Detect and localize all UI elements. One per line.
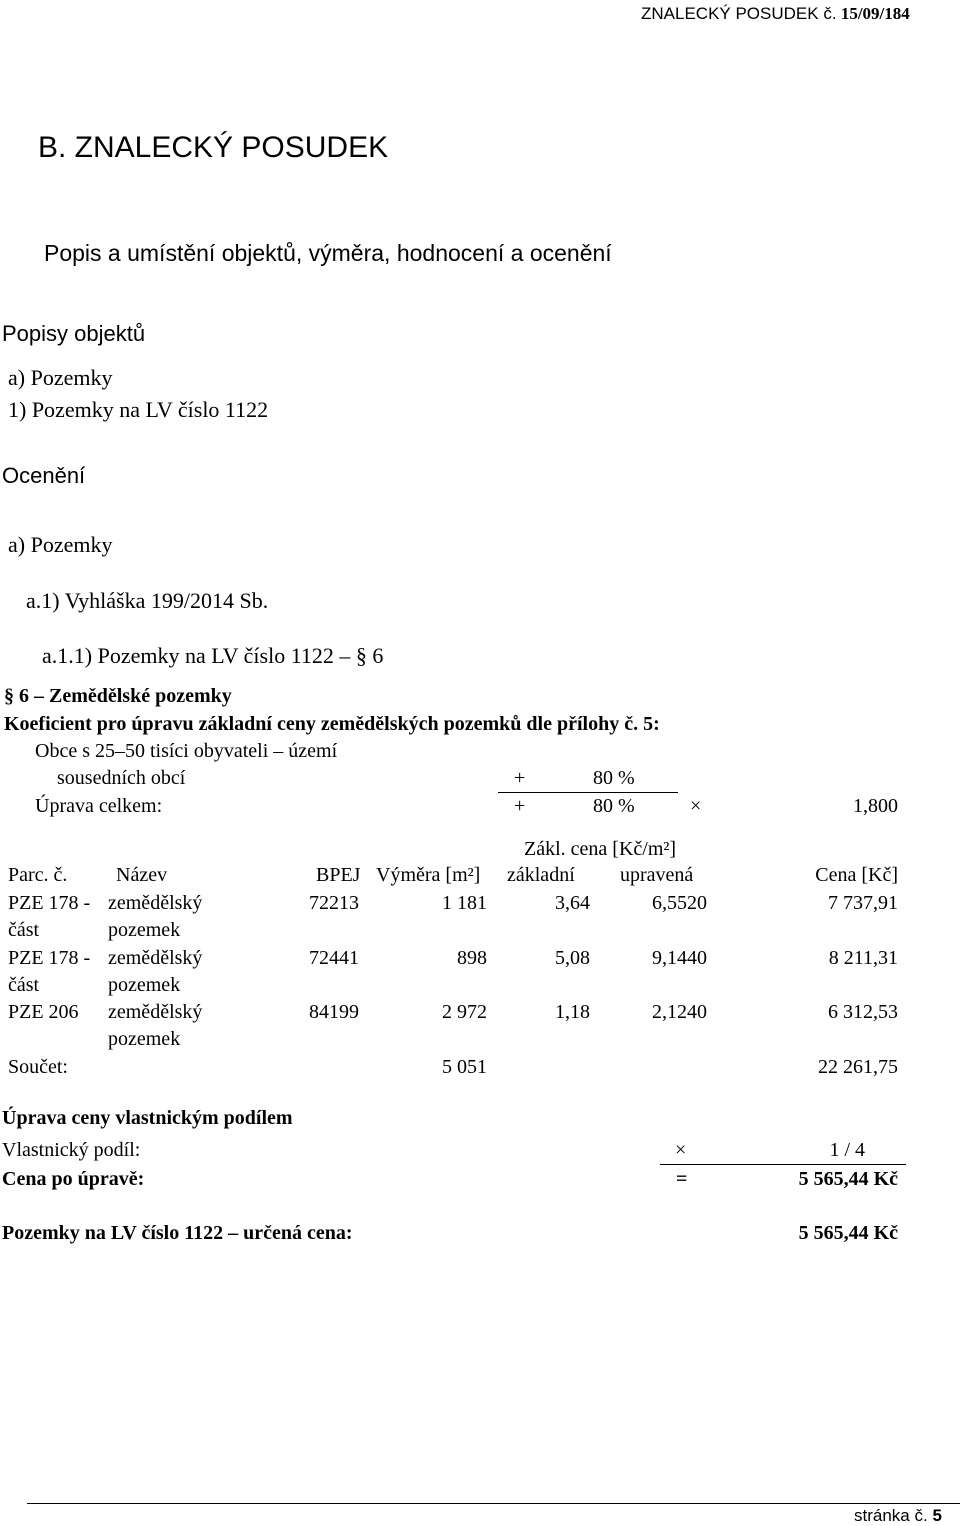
koef-row1-sign: + bbox=[514, 767, 526, 789]
table-row-2-nazev: zemědělský bbox=[108, 947, 203, 969]
table-sum-label: Součet: bbox=[8, 1056, 68, 1078]
col-header-cena: Cena [Kč] bbox=[815, 864, 898, 886]
koef-sum-rule bbox=[498, 792, 678, 793]
page-header bbox=[641, 4, 910, 24]
uprava-heading: Úprava ceny vlastnickým podílem bbox=[2, 1107, 293, 1129]
col-header-nazev: Název bbox=[116, 864, 168, 886]
table-row-3-vymera: 2 972 bbox=[442, 1001, 487, 1023]
header-doc-title: ZNALECKÝ POSUDEK č. bbox=[641, 4, 837, 23]
oceneni-heading: Ocenění bbox=[2, 463, 86, 488]
table-row-3-parc: PZE 206 bbox=[8, 1001, 79, 1023]
table-row-1-vymera: 1 181 bbox=[442, 892, 487, 914]
table-row-1-nazev-cont: pozemek bbox=[108, 919, 181, 941]
col-header-upravena: upravená bbox=[620, 864, 694, 886]
table-row-3-nazev: zemědělský bbox=[108, 1001, 203, 1023]
koef-coefficient: 1,800 bbox=[853, 795, 898, 817]
uprava-cena-label: Cena po úpravě: bbox=[2, 1168, 145, 1190]
table-row-1-nazev: zemědělský bbox=[108, 892, 203, 914]
table-row-2-zakladni: 5,08 bbox=[555, 947, 590, 969]
table-row-3-nazev-cont: pozemek bbox=[108, 1028, 181, 1050]
table-row-3-cena: 6 312,53 bbox=[828, 1001, 898, 1023]
section-title: B. ZNALECKÝ POSUDEK bbox=[38, 131, 389, 164]
uprava-podil-value: 1 / 4 bbox=[829, 1139, 865, 1161]
table-row-2-bpej: 72441 bbox=[309, 947, 359, 969]
koef-total-sign: + bbox=[514, 795, 526, 817]
uprava-cena-value: 5 565,44 Kč bbox=[798, 1168, 898, 1190]
uprava-podil-label: Vlastnický podíl: bbox=[2, 1139, 141, 1161]
uprava-rule bbox=[660, 1164, 906, 1165]
final-label: Pozemky na LV číslo 1122 – určená cena: bbox=[2, 1222, 353, 1244]
table-sum-vymera: 5 051 bbox=[442, 1056, 487, 1078]
table-row-1-bpej: 72213 bbox=[309, 892, 359, 914]
final-value: 5 565,44 Kč bbox=[798, 1222, 898, 1244]
col-header-bpej: BPEJ bbox=[316, 864, 361, 886]
footer-page-label: stránka č. bbox=[854, 1506, 928, 1525]
table-row-2-cena: 8 211,31 bbox=[828, 947, 898, 969]
table-row-3-upravena: 2,1240 bbox=[652, 1001, 707, 1023]
header-doc-number: 15/09/184 bbox=[840, 4, 910, 23]
popisy-heading: Popisy objektů bbox=[2, 321, 146, 346]
lv-heading: a.1.1) Pozemky na LV číslo 1122 – § 6 bbox=[42, 643, 384, 668]
subtitle: Popis a umístění objektů, výměra, hodnocení a ocenění bbox=[44, 240, 612, 266]
col-header-zakladni: základní bbox=[507, 864, 575, 886]
popisy-item-a: a) Pozemky bbox=[8, 365, 113, 390]
table-row-2-upravena: 9,1440 bbox=[652, 947, 707, 969]
koef-total-value: 80 % bbox=[593, 795, 635, 817]
zem-heading: § 6 – Zemědělské pozemky bbox=[4, 685, 232, 707]
table-row-1-zakladni: 3,64 bbox=[555, 892, 590, 914]
table-group-header: Zákl. cena [Kč/m²] bbox=[524, 838, 677, 860]
table-row-1-upravena: 6,5520 bbox=[652, 892, 707, 914]
table-row-3-zakladni: 1,18 bbox=[555, 1001, 590, 1023]
koef-row1-value: 80 % bbox=[593, 767, 635, 789]
footer-rule bbox=[27, 1503, 960, 1504]
koef-row1-line1: Obce s 25–50 tisíci obyvateli – území bbox=[35, 740, 338, 762]
table-row-2-nazev-cont: pozemek bbox=[108, 974, 181, 996]
page-footer bbox=[854, 1506, 942, 1526]
table-row-1-parc: PZE 178 - bbox=[8, 892, 91, 914]
table-row-1-parc-cont: část bbox=[8, 919, 40, 941]
koef-times-sign: × bbox=[690, 795, 702, 817]
koef-total-label: Úprava celkem: bbox=[35, 795, 163, 817]
uprava-podil-sign: × bbox=[675, 1139, 687, 1161]
table-row-2-vymera: 898 bbox=[457, 947, 487, 969]
koef-heading: Koeficient pro úpravu základní ceny zemědělských pozemků dle přílohy č. 5: bbox=[4, 713, 660, 735]
table-row-2-parc: PZE 178 - bbox=[8, 947, 91, 969]
table-row-3-bpej: 84199 bbox=[309, 1001, 359, 1023]
table-row-2-parc-cont: část bbox=[8, 974, 40, 996]
footer-page-number: 5 bbox=[932, 1506, 942, 1525]
uprava-cena-sign: = bbox=[676, 1168, 688, 1190]
oceneni-sub: a) Pozemky bbox=[8, 532, 113, 557]
vyhlaska-heading: a.1) Vyhláška 199/2014 Sb. bbox=[26, 588, 269, 613]
col-header-vymera: Výměra [m²] bbox=[376, 864, 481, 886]
koef-row1-line2: sousedních obcí bbox=[57, 767, 186, 789]
col-header-parc: Parc. č. bbox=[8, 864, 68, 886]
table-row-1-cena: 7 737,91 bbox=[828, 892, 898, 914]
popisy-item-1: 1) Pozemky na LV číslo 1122 bbox=[8, 397, 269, 422]
table-sum-cena: 22 261,75 bbox=[818, 1056, 898, 1078]
